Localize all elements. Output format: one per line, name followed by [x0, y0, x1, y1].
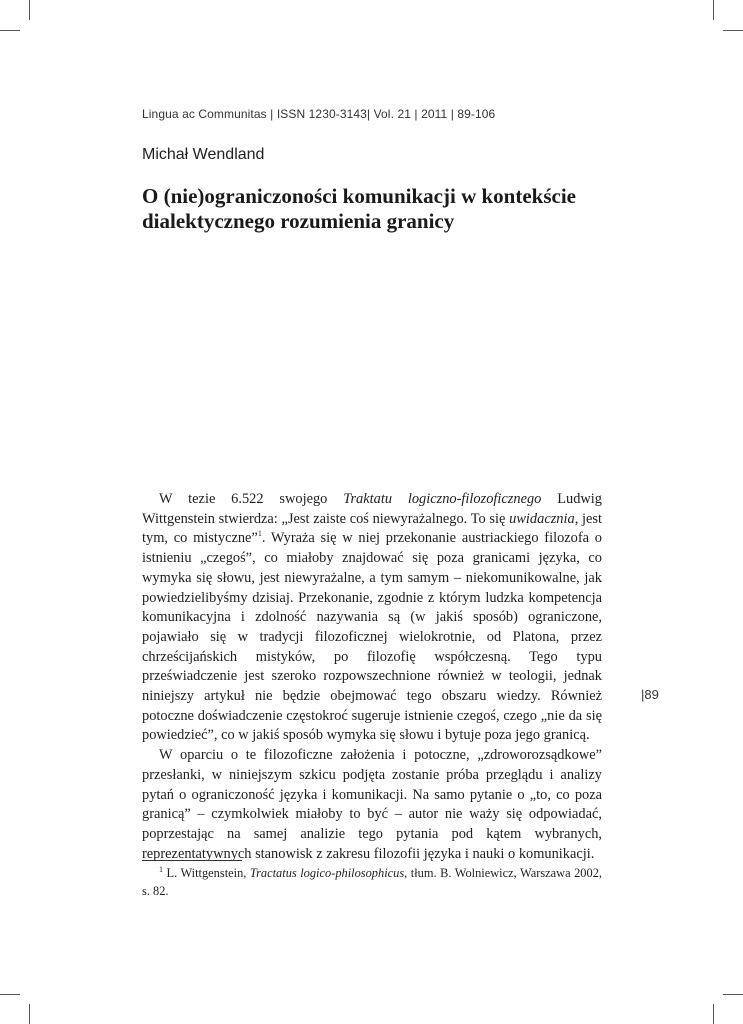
crop-mark — [0, 994, 20, 995]
text-span: , tłum. B. Wolniewicz, Warszawa 2002, s. 82. — [142, 866, 602, 898]
text-span: Ludwig Wittgenstein stwierdza: „Jest zaiste coś niewyrażalnego. To się — [142, 491, 602, 527]
crop-mark — [713, 0, 714, 20]
crop-mark — [29, 0, 30, 20]
text-span: W tezie 6.522 swojego — [159, 491, 344, 507]
article-title: O (nie)ograniczoności komunikacji w kontekście dialektycznego rozumienia granicy — [142, 184, 576, 233]
article-body — [142, 490, 602, 864]
crop-mark — [0, 30, 20, 31]
emphasis-italic: uwidacznia — [509, 510, 575, 527]
body-paragraph-2: W oparciu o te filozoficzne założenia i potoczne, „zdroworozsądkowe” przesłanki, w niniejszym szkicu podjęta zostanie próba przeglądu i analizy pytań o ograniczoność języka i komunikacji. Na samo pytanie o „to, co poza granicą” – czymkolwiek miałoby to być – autor nie waży się odpowiadać, poprzestając na samej analizie tego pytania pod kątem wybranych, reprezentatywnych stanowisk z zakresu filozofii języka i nauki o komunikacji. — [142, 747, 602, 862]
text-span: . Wyraża się w niej przekonanie austriackiego filozofa o istnieniu „czegoś”, co miałoby znajdować się poza granicami języka, co wymyka się słowu, jest niewyrażalne, a tym samym – niekomunikowalne, jak powiedzielibyśmy dzisiaj. Przekonanie, zgodnie z którym ludzka kompetencja komunikacyjna i zdolność nazywania są (w jakiś sposób) ograniczone, pojawiało się w tradycji filozoficznej wielokrotnie, od Platona, przez chrześcijańskich mistyków, po filozofię współczesną. Tego typu przeświadczenie jest szeroko rozpowszechnione również w teologii, jednak niniejszy artykuł nie będzie obejmować tego obszaru wiedzy. Również potoczne doświadczenie częstokroć sugeruje istnienie czegoś, czego „nie da się powiedzieć”, co w jakiś sposób wymyka się słowu i bytuje poza jego granicą. — [142, 530, 602, 744]
crop-mark — [713, 1004, 714, 1024]
article-author: Michał Wendland — [142, 146, 265, 163]
page-number: |89 — [641, 687, 659, 702]
footnote-1 — [142, 864, 602, 900]
crop-mark — [723, 994, 743, 995]
body-paragraph-1 — [142, 490, 602, 746]
footnote-number: 1 — [159, 864, 163, 874]
crop-mark — [29, 1004, 30, 1024]
footnote-reference[interactable]: 1 — [257, 529, 262, 539]
text-span: L. Wittgenstein, — [163, 866, 250, 880]
cited-work-italic: Tractatus logico-philosophicus — [249, 866, 405, 880]
text-span: , jest tym, co mistyczne” — [142, 510, 603, 547]
book-title-italic: Traktatu logiczno-filozoficznego — [343, 491, 542, 507]
crop-mark — [723, 30, 743, 31]
footnote-divider — [142, 860, 242, 861]
footnote — [142, 864, 602, 900]
journal-citation-line: Lingua ac Communitas | ISSN 1230-3143| Vol. 21 | 2011 | 89-106 — [142, 107, 496, 121]
